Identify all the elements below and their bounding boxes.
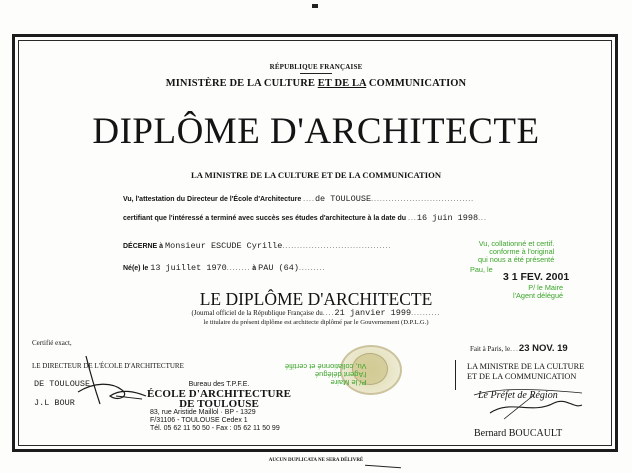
footer-mark — [365, 465, 401, 469]
prefet-label: Le Préfet de Région — [478, 390, 558, 401]
dot-leader: ... — [408, 215, 417, 222]
decerne-label: DÉCERNE à — [123, 243, 164, 250]
pau-label: Pau, le — [470, 265, 493, 274]
mirrored-stamp-line3: Vu, collationné et certifié — [285, 362, 367, 371]
top-mark — [312, 4, 318, 8]
ministry-header-underlined: ET DE LA — [317, 78, 367, 89]
school-name-line1: ÉCOLE D'ARCHITECTURE — [146, 388, 292, 400]
maire-stamp-line2: l'Agent délégué — [513, 291, 564, 300]
birthplace-label: à — [252, 265, 257, 272]
right-ministry-line1: LA MINISTRE DE LA CULTURE — [467, 362, 585, 371]
school-address1: 83, rue Aristide Maillol · BP - 1329 — [150, 409, 256, 416]
certifie-label: Certifié exact, — [32, 339, 72, 347]
vu-label: Vu, l'attestation du Directeur de l'École d'Architecture — [123, 196, 302, 203]
republic-rule — [300, 73, 332, 74]
jo-date: 21 janvier 1999 — [334, 308, 412, 318]
certification-stamp-line3: qui nous a été présenté — [478, 255, 555, 264]
footer-notice: AUCUN DUPLICATA NE SERA DÉLIVRÉ — [268, 458, 364, 463]
school-name-line2: DE TOULOUSE — [179, 398, 259, 410]
right-ministry — [467, 362, 584, 382]
dot-leader: .... — [303, 196, 315, 203]
maire-stamp-line1: P/ le Maire — [528, 283, 564, 292]
jo-label: (Journal officiel de la République Française du — [191, 309, 323, 317]
certification-stamp — [478, 240, 554, 264]
mirrored-stamp-text — [285, 362, 366, 386]
dot-leader: ................................... — [371, 196, 475, 203]
republic-label: RÉPUBLIQUE FRANÇAISE — [269, 63, 363, 71]
school-phone: Tél. 05 62 11 50 50 - Fax : 05 62 11 50 99 — [150, 425, 280, 432]
decerne-line — [123, 241, 391, 251]
birthplace-value: PAU (64) — [258, 263, 299, 273]
certification-stamp-line1: Vu, collationné et certif. — [478, 239, 555, 248]
dot-leader: ..................................... — [282, 243, 392, 250]
right-ministry-line2: ET DE LA COMMUNICATION — [467, 372, 577, 381]
typed-city: DE TOULOUSE — [34, 379, 91, 389]
cert-line — [123, 213, 487, 223]
decerne-value: Monsieur ESCUDE Cyrille — [165, 241, 283, 251]
fait-line — [470, 343, 568, 354]
dot-leader: .......... — [411, 310, 441, 317]
birth-date: 13 juillet 1970 — [150, 263, 227, 273]
cert-label: certifiant que l'intéressé a terminé avec succès ses études d'architecture à la date du — [123, 215, 407, 222]
holder-statement: le titulaire du présent diplôme est architecte diplômé par le Gouvernement (D.P.L.G.) — [203, 319, 429, 326]
ministry-header — [0, 78, 632, 89]
school-bureau: Bureau des T.P.F.E. — [188, 381, 250, 388]
director-title: LE DIRECTEUR DE L'ÉCOLE D'ARCHITECTURE — [32, 362, 184, 370]
vu-value: de TOULOUSE — [314, 194, 372, 204]
mirrored-stamp — [285, 362, 366, 389]
ministry-header-suffix: COMMUNICATION — [366, 78, 467, 89]
school-stamp — [142, 381, 296, 437]
dot-leader: ........ — [226, 265, 251, 272]
vu-line — [123, 194, 474, 204]
fait-label: Fait à Paris, le — [470, 345, 511, 353]
ministry-header-prefix: MINISTÈRE DE LA CULTURE — [165, 78, 318, 89]
typed-name: J.L BOUR — [34, 398, 75, 408]
certification-stamp-line2: conforme à l'original — [489, 247, 555, 256]
right-block-rule — [455, 360, 456, 390]
signer-name: Bernard BOUCAULT — [474, 428, 563, 439]
mirrored-stamp-line1: P/ le Maire — [330, 378, 367, 387]
dot-leader: .... — [322, 310, 335, 317]
diploma-subtitle: LE DIPLÔME D'ARCHITECTE — [199, 289, 433, 309]
diploma-title: DIPLÔME D'ARCHITECTE — [92, 111, 540, 152]
director-signature — [72, 352, 152, 410]
ministry-issuer: LA MINISTRE DE LA CULTURE ET DE LA COMMUNICATION — [190, 170, 442, 180]
dot-leader: ......... — [298, 265, 326, 272]
prefet-signature — [470, 385, 590, 425]
school-address2: F/31106 - TOULOUSE Cedex 1 — [150, 417, 248, 424]
pau-date-stamp: 3 1 FEV. 2001 — [503, 271, 570, 283]
jo-line — [0, 308, 632, 318]
mirrored-stamp-line2: l'Agent délégué — [314, 370, 367, 379]
cert-value: 16 juin 1998 — [416, 213, 479, 223]
dot-leader: ... — [478, 215, 487, 222]
fait-date: 23 NOV. 19 — [518, 343, 568, 354]
dot-leader: ... — [510, 346, 519, 353]
birth-label: Né(e) le — [123, 265, 149, 272]
birth-line — [123, 263, 325, 273]
